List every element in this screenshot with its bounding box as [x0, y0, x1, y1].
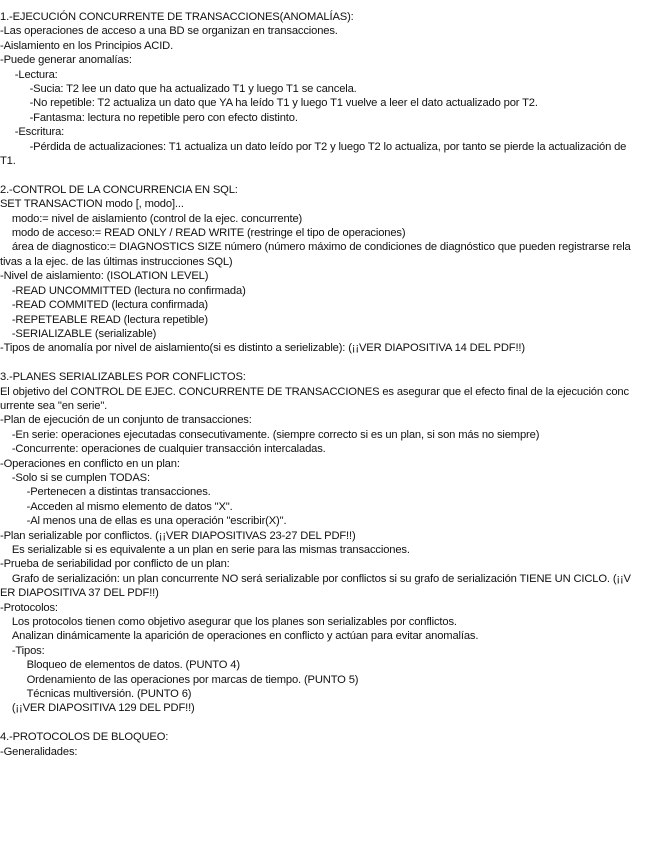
text-line: -Prueba de seriabilidad por conflicto de un plan: [0, 558, 230, 571]
text-line: -Las operaciones de acceso a una BD se organizan en transacciones. [0, 25, 338, 38]
text-line: Grafo de serialización: un plan concurrente NO será serializable por conflictos si su grafo de serialización TIENE UN CICLO. (¡¡VER DIAPOSITIVA 37 DEL PDF!!) [0, 572, 631, 600]
text-line: -No repetible: T2 actualiza un dato que YA ha leído T1 y luego T1 vuelve a leer el dato actualizado por T2. [0, 97, 538, 110]
text-line: modo de acceso:= READ ONLY / READ WRITE (restringe el tipo de operaciones) [0, 227, 406, 240]
document-body [0, 10, 632, 759]
text-line: (¡¡VER DIAPOSITIVA 129 DEL PDF!!) [0, 702, 195, 715]
text-line: Es serializable si es equivalente a un plan en serie para las mismas transacciones. [0, 544, 410, 556]
text-line: Los protocolos tienen como objetivo asegurar que los planes son serializables por conflictos. [0, 616, 457, 629]
text-line: 2.-CONTROL DE LA CONCURRENCIA EN SQL: [0, 183, 238, 196]
text-line: -Escritura: [0, 126, 65, 139]
text-line: -Plan de ejecución de un conjunto de transacciones: [0, 414, 252, 427]
text-line: -Concurrente: operaciones de cualquier transacción intercaladas. [0, 443, 326, 456]
text-line: -Protocolos: [0, 601, 58, 614]
text-line: Técnicas multiversión. (PUNTO 6) [0, 688, 192, 701]
text-line: -Solo si se cumplen TODAS: [0, 471, 150, 484]
blank-line [0, 716, 632, 730]
text-line: Ordenamiento de las operaciones por marcas de tiempo. (PUNTO 5) [0, 673, 359, 686]
text-line: El objetivo del CONTROL DE EJEC. CONCURRENTE DE TRANSACCIONES es asegurar que el efecto final de la ejecución concurrente sea "en serie". [0, 385, 629, 412]
text-line: Bloqueo de elementos de datos. (PUNTO 4) [0, 659, 240, 672]
text-line: -Pérdida de actualizaciones: T1 actualiza un dato leído por T2 y luego T2 lo actualiza, por tanto se pierde la actualización de T1. [0, 140, 630, 168]
text-line: 4.-PROTOCOLOS DE BLOQUEO: [0, 731, 169, 744]
text-line: -Lectura: [0, 68, 58, 81]
text-line: SET TRANSACTION modo [, modo]... [0, 198, 184, 211]
text-line: 1.-EJECUCIÓN CONCURRENTE DE TRANSACCIONES(ANOMALÍAS): [0, 11, 354, 23]
text-line: -READ COMMITED (lectura confirmada) [0, 299, 209, 312]
text-line: -En serie: operaciones ejecutadas consecutivamente. (siempre correcto si es un plan, si son más no siempre) [0, 428, 540, 441]
text-line: -Aislamiento en los Principios ACID. [0, 39, 174, 52]
text-line: -SERIALIZABLE (serializable) [0, 327, 157, 340]
text-line: Analizan dinámicamente la aparición de operaciones en conflicto y actúan para evitar anomalías. [0, 630, 479, 643]
text-line: -REPETEABLE READ (lectura repetible) [0, 313, 208, 326]
text-line: -Nivel de aislamiento: (ISOLATION LEVEL) [0, 270, 209, 283]
text-line: -Sucia: T2 lee un dato que ha actualizado T1 y luego T1 se cancela. [0, 83, 357, 96]
text-line: modo:= nivel de aislamiento (control de la ejec. concurrente) [0, 212, 303, 225]
text-line: -Acceden al mismo elemento de datos "X". [0, 500, 233, 513]
blank-line [0, 168, 632, 182]
text-line: -Pertenecen a distintas transacciones. [0, 486, 211, 499]
text-line: -Generalidades: [0, 745, 78, 758]
text-line: área de diagnostico:= DIAGNOSTICS SIZE número (número máximo de condiciones de diagnóstico que pueden registrarse relativas a la ejec. de las últimas instrucciones SQL) [0, 241, 631, 268]
text-line: -Al menos una de ellas es una operación "escribir(X)". [0, 515, 287, 528]
text-line: -Tipos: [0, 644, 45, 657]
blank-line [0, 356, 632, 370]
text-line: -Fantasma: lectura no repetible pero con efecto distinto. [0, 111, 298, 124]
text-line: -Puede generar anomalías: [0, 54, 132, 67]
text-line: 3.-PLANES SERIALIZABLES POR CONFLICTOS: [0, 371, 246, 384]
text-line: -READ UNCOMMITTED (lectura no confirmada) [0, 284, 246, 297]
text-line: -Operaciones en conflicto en un plan: [0, 457, 180, 470]
text-line: -Tipos de anomalía por nivel de aislamiento(si es distinto a serielizable): (¡¡VER DIAPOSITIVA 14 DEL PDF!!) [0, 342, 525, 355]
text-line: -Plan serializable por conflictos. (¡¡VER DIAPOSITIVAS 23-27 DEL PDF!!) [0, 529, 356, 542]
